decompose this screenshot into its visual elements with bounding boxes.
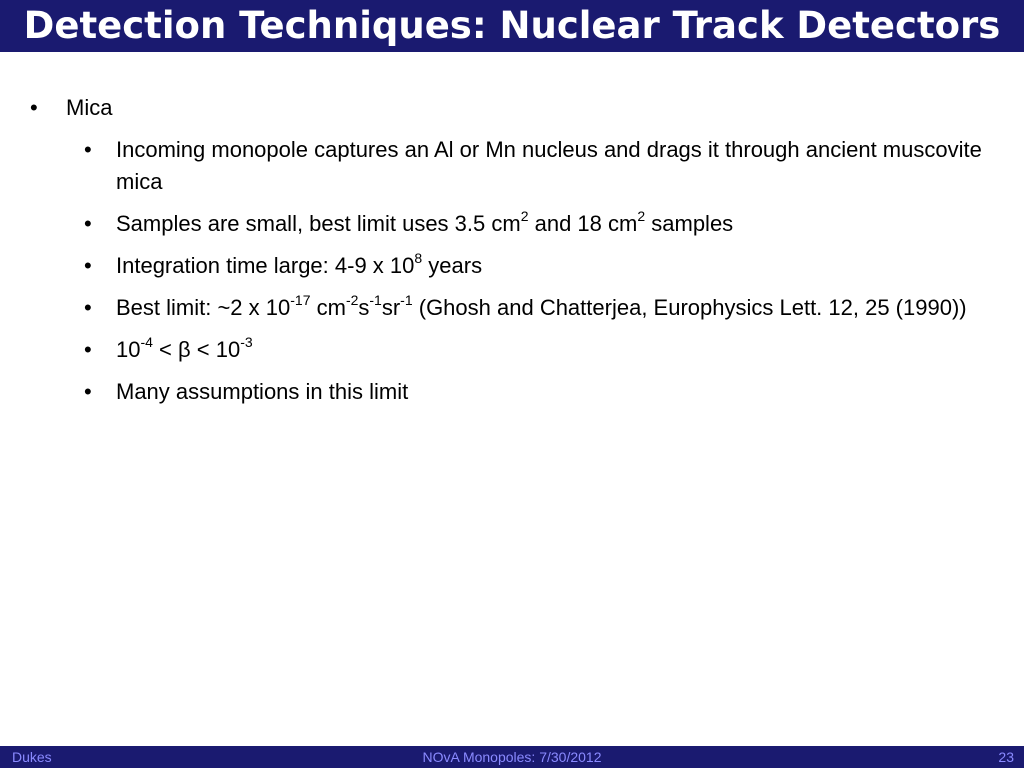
bullet-text: $10^{-4} < \beta < 10^{-3}$ [116,333,253,362]
bullet-dot-icon: • [30,95,38,120]
footer-page-number: 23 [998,749,1014,765]
sub-bullet-beta-range [0,334,1024,366]
footer-talk-title: NOvA Monopoles: 7/30/2012 [422,749,602,765]
bullet-dot-icon: • [84,379,92,404]
bullet-dot-icon: • [84,137,92,162]
slide-content [0,92,1024,418]
bullet-mica [0,92,1024,124]
bullet-text: Best limit: ~2 x $10^{-17}$ $cm^{-2}s^{-1}sr^{-1}$ (Ghosh and Chatterjea, Europhysics Lett. 12, 25 (1990)) [116,291,967,320]
bullet-dot-icon: • [84,295,92,320]
bullet-text: Integration time large: 4-9 x $10^8$ years [116,249,483,278]
footer-bar [0,746,1024,768]
slide-title: Detection Techniques: Nuclear Track Detectors [23,4,1001,47]
bullet-dot-icon: • [84,211,92,236]
bullet-text: Many assumptions in this limit [116,379,409,404]
footer-author: Dukes [12,749,52,765]
bullet-text: Samples are small, best limit uses 3.5 $cm^2$ and 18 $cm^2$ samples [116,207,734,236]
bullet-dot-icon: • [84,337,92,362]
bullet-text: Mica [66,95,113,120]
sub-bullet-assumptions [0,376,1024,408]
bullet-text: Incoming monopole captures an Al or Mn nucleus and drags it through ancient muscovite mica [116,137,982,194]
sub-bullet-list [0,134,1024,408]
sub-bullet-samples [0,208,1024,240]
title-bar [0,0,1024,52]
bullet-dot-icon: • [84,253,92,278]
sub-bullet-capture [0,134,1024,198]
sub-bullet-best-limit [0,292,1024,324]
sub-bullet-integration-time [0,250,1024,282]
